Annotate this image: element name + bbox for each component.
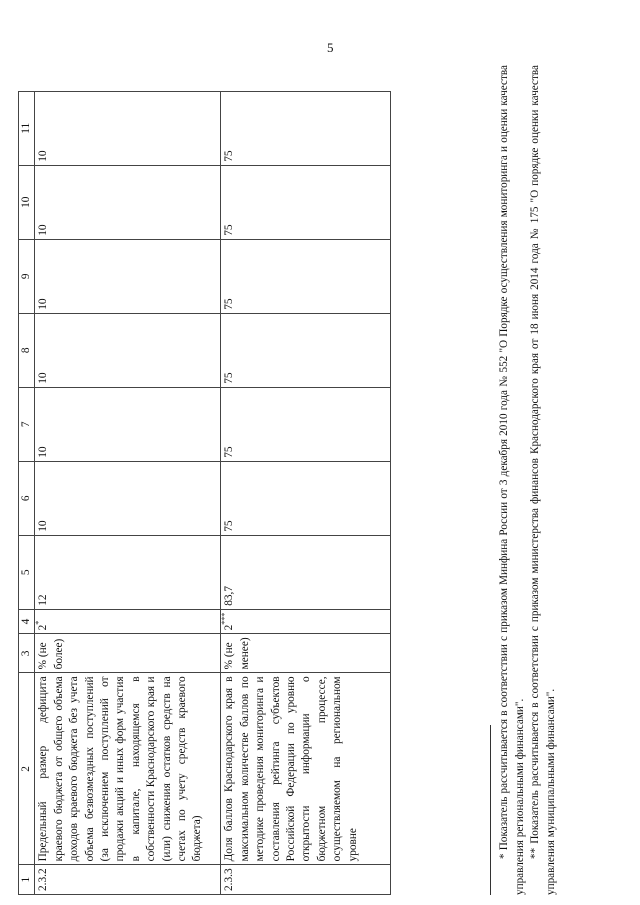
base-value-cell xyxy=(221,609,391,634)
column-number: 4 xyxy=(19,609,35,634)
rotated-page-content xyxy=(18,25,638,895)
base-value: 2 xyxy=(37,624,50,631)
year-value: 10 xyxy=(35,313,221,387)
column-number: 6 xyxy=(19,461,35,535)
table-row xyxy=(221,91,391,894)
indicator-name: Предельный размер дефицита краевого бюджета от общего объема доходов краевого бюджета без учета объема безвозмездных поступлений (за исключением поступлений от продажи акций и иных форм участия в капитале, находящемся в собственности Краснодарского края и (или) снижения остатков средств на счетах по учету средств краевого бюджета) xyxy=(35,673,221,865)
column-number: 5 xyxy=(19,535,35,609)
column-number: 9 xyxy=(19,239,35,313)
year-value: 75 xyxy=(221,239,391,313)
base-value: 2 xyxy=(223,624,236,631)
year-value: 75 xyxy=(221,387,391,461)
footnote: ** Показатель рассчитывается в соответствии с приказом министерства финансов Краснодарского края от 18 июня 2014 года № 175 "О порядке оценки качества управления муниципальными финансами". xyxy=(529,65,557,895)
year-value: 10 xyxy=(35,461,221,535)
year-value: 75 xyxy=(221,91,391,165)
year-value: 75 xyxy=(221,313,391,387)
year-value: 12 xyxy=(35,535,221,609)
footnote: * Показатель рассчитывается в соответствии с приказом Минфина России от 3 декабря 2010 года № 552 "О Порядке осуществления мониторинга и оценки качества управления региональными финансами". xyxy=(498,65,526,895)
year-value: 83,7 xyxy=(221,535,391,609)
base-value-cell xyxy=(35,609,221,634)
column-number: 10 xyxy=(19,165,35,239)
column-number: 8 xyxy=(19,313,35,387)
year-value: 75 xyxy=(221,461,391,535)
year-value: 10 xyxy=(35,387,221,461)
row-number: 2.3.2 xyxy=(35,865,221,895)
row-number: 2.3.3 xyxy=(221,865,391,895)
column-number: 1 xyxy=(19,865,35,895)
year-value: 75 xyxy=(221,165,391,239)
column-number: 3 xyxy=(19,634,35,673)
footnote-mark: * xyxy=(34,620,44,625)
year-value: 10 xyxy=(35,91,221,165)
table-header-row xyxy=(19,91,35,894)
column-number: 2 xyxy=(19,673,35,865)
column-number: 11 xyxy=(19,91,35,165)
unit-cell: % (не более) xyxy=(35,634,221,673)
footnotes xyxy=(490,65,559,895)
footnote-divider xyxy=(490,725,491,895)
unit-cell: % (не менее) xyxy=(221,634,391,673)
page-number: 5 xyxy=(327,40,334,55)
indicators-table xyxy=(18,91,391,895)
year-value: 10 xyxy=(35,239,221,313)
column-number: 7 xyxy=(19,387,35,461)
footnote-mark: *** xyxy=(220,612,230,625)
table-row xyxy=(35,91,221,894)
year-value: 10 xyxy=(35,165,221,239)
indicator-name: Доля баллов Краснодарского края в максимальном количестве баллов по методике проведения мониторинга и составления рейтинга субъектов Российской Федерации по уровню открытости информации о бюджетном процессе, осуществляемом на региональном уровне xyxy=(221,673,391,865)
